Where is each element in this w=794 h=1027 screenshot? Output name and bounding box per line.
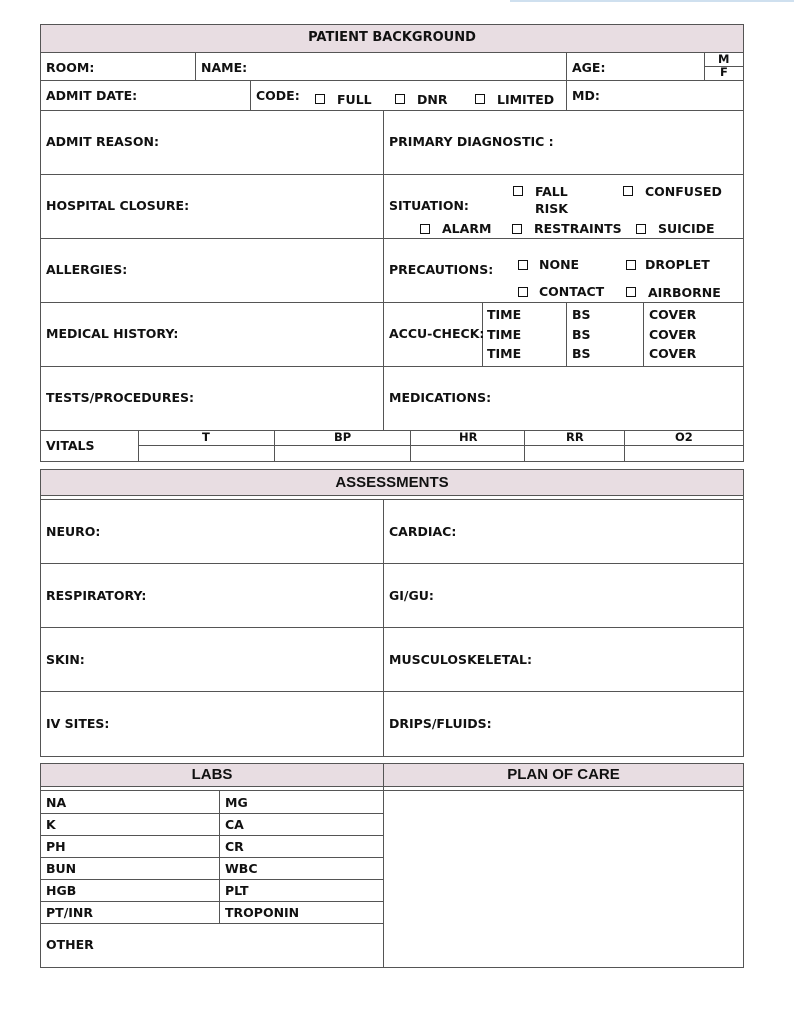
sex-f-option[interactable]: F: [720, 65, 728, 79]
cardiac-label: CARDIAC:: [389, 524, 457, 539]
lab-troponin-label: TROPONIN: [225, 905, 300, 920]
divider: [40, 238, 744, 239]
lab-ph-label: PH: [46, 839, 66, 854]
divider: [40, 790, 744, 791]
situation-suicide-checkbox[interactable]: [636, 224, 646, 234]
divider: [40, 499, 744, 500]
labs-header: [40, 763, 384, 787]
lab-other-label: OTHER: [46, 937, 94, 952]
divider: [40, 857, 384, 858]
plan-of-care-header: [383, 763, 744, 787]
admit-date-label: ADMIT DATE:: [46, 88, 138, 103]
divider: [40, 835, 384, 836]
situation-confused-label: CONFUSED: [645, 184, 722, 199]
lab-ca-label: CA: [225, 817, 244, 832]
divider: [524, 430, 525, 462]
top-accent-line: [510, 0, 794, 2]
divider: [138, 445, 744, 446]
divider: [383, 787, 384, 968]
age-label: AGE:: [572, 60, 606, 75]
gi-gu-label: GI/GU:: [389, 588, 434, 603]
labs-title: LABS: [191, 766, 233, 783]
lab-plt-label: PLT: [225, 883, 249, 898]
code-label: CODE:: [256, 88, 300, 103]
situation-label: SITUATION:: [389, 198, 469, 213]
musculoskeletal-label: MUSCULOSKELETAL:: [389, 652, 532, 667]
precaution-airborne-checkbox[interactable]: [626, 287, 636, 297]
divider: [40, 80, 744, 81]
divider: [40, 879, 384, 880]
vitals-col-t: T: [202, 430, 210, 444]
vitals-col-hr: HR: [459, 430, 478, 444]
situation-alarm-checkbox[interactable]: [420, 224, 430, 234]
medical-history-label: MEDICAL HISTORY:: [46, 326, 179, 341]
neuro-label: NEURO:: [46, 524, 101, 539]
vitals-label: VITALS: [46, 438, 95, 453]
room-label: ROOM:: [46, 60, 95, 75]
precaution-none-label: NONE: [539, 257, 580, 272]
situation-restraints-label: RESTRAINTS: [534, 221, 622, 236]
divider: [40, 563, 744, 564]
iv-sites-label: IV SITES:: [46, 716, 110, 731]
situation-fall-risk-checkbox[interactable]: [513, 186, 523, 196]
divider: [250, 80, 251, 110]
divider: [40, 813, 384, 814]
patient-background-header: [40, 24, 744, 53]
divider: [40, 366, 744, 367]
accu-time-1: TIME: [487, 307, 522, 322]
situation-fall-risk-label-line2: RISK: [535, 201, 568, 216]
md-label: MD:: [572, 88, 600, 103]
code-limited-checkbox[interactable]: [475, 94, 485, 104]
lab-bun-label: BUN: [46, 861, 77, 876]
divider: [410, 430, 411, 462]
vitals-col-o2: O2: [675, 430, 693, 444]
allergies-label: ALLERGIES:: [46, 262, 128, 277]
divider: [40, 110, 744, 111]
medications-label: MEDICATIONS:: [389, 390, 492, 405]
respiratory-label: RESPIRATORY:: [46, 588, 147, 603]
divider: [40, 174, 744, 175]
accu-time-3: TIME: [487, 346, 522, 361]
code-dnr-label: DNR: [417, 92, 448, 107]
labs-plan-section: [40, 763, 744, 968]
precaution-contact-checkbox[interactable]: [518, 287, 528, 297]
lab-pt-inr-label: PT/INR: [46, 905, 93, 920]
lab-k-label: K: [46, 817, 56, 832]
code-full-checkbox[interactable]: [315, 94, 325, 104]
precaution-droplet-label: DROPLET: [645, 257, 710, 272]
accu-bs-1: BS: [572, 307, 591, 322]
lab-cr-label: CR: [225, 839, 244, 854]
accu-time-2: TIME: [487, 327, 522, 342]
divider: [383, 110, 384, 430]
admit-reason-label: ADMIT REASON:: [46, 134, 159, 149]
lab-mg-label: MG: [225, 795, 248, 810]
precautions-label: PRECAUTIONS:: [389, 262, 494, 277]
lab-wbc-label: WBC: [225, 861, 258, 876]
assessments-title: ASSESSMENTS: [335, 474, 449, 491]
precaution-none-checkbox[interactable]: [518, 260, 528, 270]
divider: [40, 627, 744, 628]
drips-fluids-label: DRIPS/FLUIDS:: [389, 716, 492, 731]
divider: [40, 901, 384, 902]
situation-fall-risk-label-line1: FALL: [535, 184, 568, 199]
accu-bs-3: BS: [572, 346, 591, 361]
divider: [383, 499, 384, 757]
assessments-section: [40, 469, 744, 757]
divider: [40, 430, 744, 431]
divider: [624, 430, 625, 462]
precaution-droplet-checkbox[interactable]: [626, 260, 636, 270]
precaution-contact-label: CONTACT: [539, 284, 605, 299]
tests-procedures-label: TESTS/PROCEDURES:: [46, 390, 194, 405]
accu-bs-2: BS: [572, 327, 591, 342]
lab-hgb-label: HGB: [46, 883, 77, 898]
vitals-col-bp: BP: [334, 430, 352, 444]
primary-diagnostic-label: PRIMARY DIAGNOSTIC :: [389, 134, 554, 149]
accu-check-label: ACCU-CHECK:: [389, 326, 485, 341]
divider: [40, 691, 744, 692]
situation-confused-checkbox[interactable]: [623, 186, 633, 196]
situation-restraints-checkbox[interactable]: [512, 224, 522, 234]
code-limited-label: LIMITED: [497, 92, 555, 107]
situation-suicide-label: SUICIDE: [658, 221, 715, 236]
lab-na-label: NA: [46, 795, 67, 810]
divider: [195, 53, 196, 80]
sex-m-option[interactable]: M: [718, 52, 730, 66]
divider: [643, 302, 644, 366]
code-full-label: FULL: [337, 92, 372, 107]
divider: [566, 53, 567, 110]
divider: [274, 430, 275, 462]
divider: [566, 302, 567, 366]
name-label: NAME:: [201, 60, 248, 75]
plan-of-care-title: PLAN OF CARE: [507, 766, 620, 783]
code-dnr-checkbox[interactable]: [395, 94, 405, 104]
hospital-closure-label: HOSPITAL CLOSURE:: [46, 198, 190, 213]
assessments-header: [40, 469, 744, 496]
divider: [40, 923, 384, 924]
accu-cover-2: COVER: [649, 327, 697, 342]
divider: [138, 430, 139, 462]
accu-cover-3: COVER: [649, 346, 697, 361]
precaution-airborne-label: AIRBORNE: [648, 285, 721, 300]
situation-alarm-label: ALARM: [442, 221, 492, 236]
divider: [40, 302, 744, 303]
accu-cover-1: COVER: [649, 307, 697, 322]
patient-background-title: PATIENT BACKGROUND: [308, 30, 476, 45]
vitals-col-rr: RR: [566, 430, 584, 444]
skin-label: SKIN:: [46, 652, 85, 667]
